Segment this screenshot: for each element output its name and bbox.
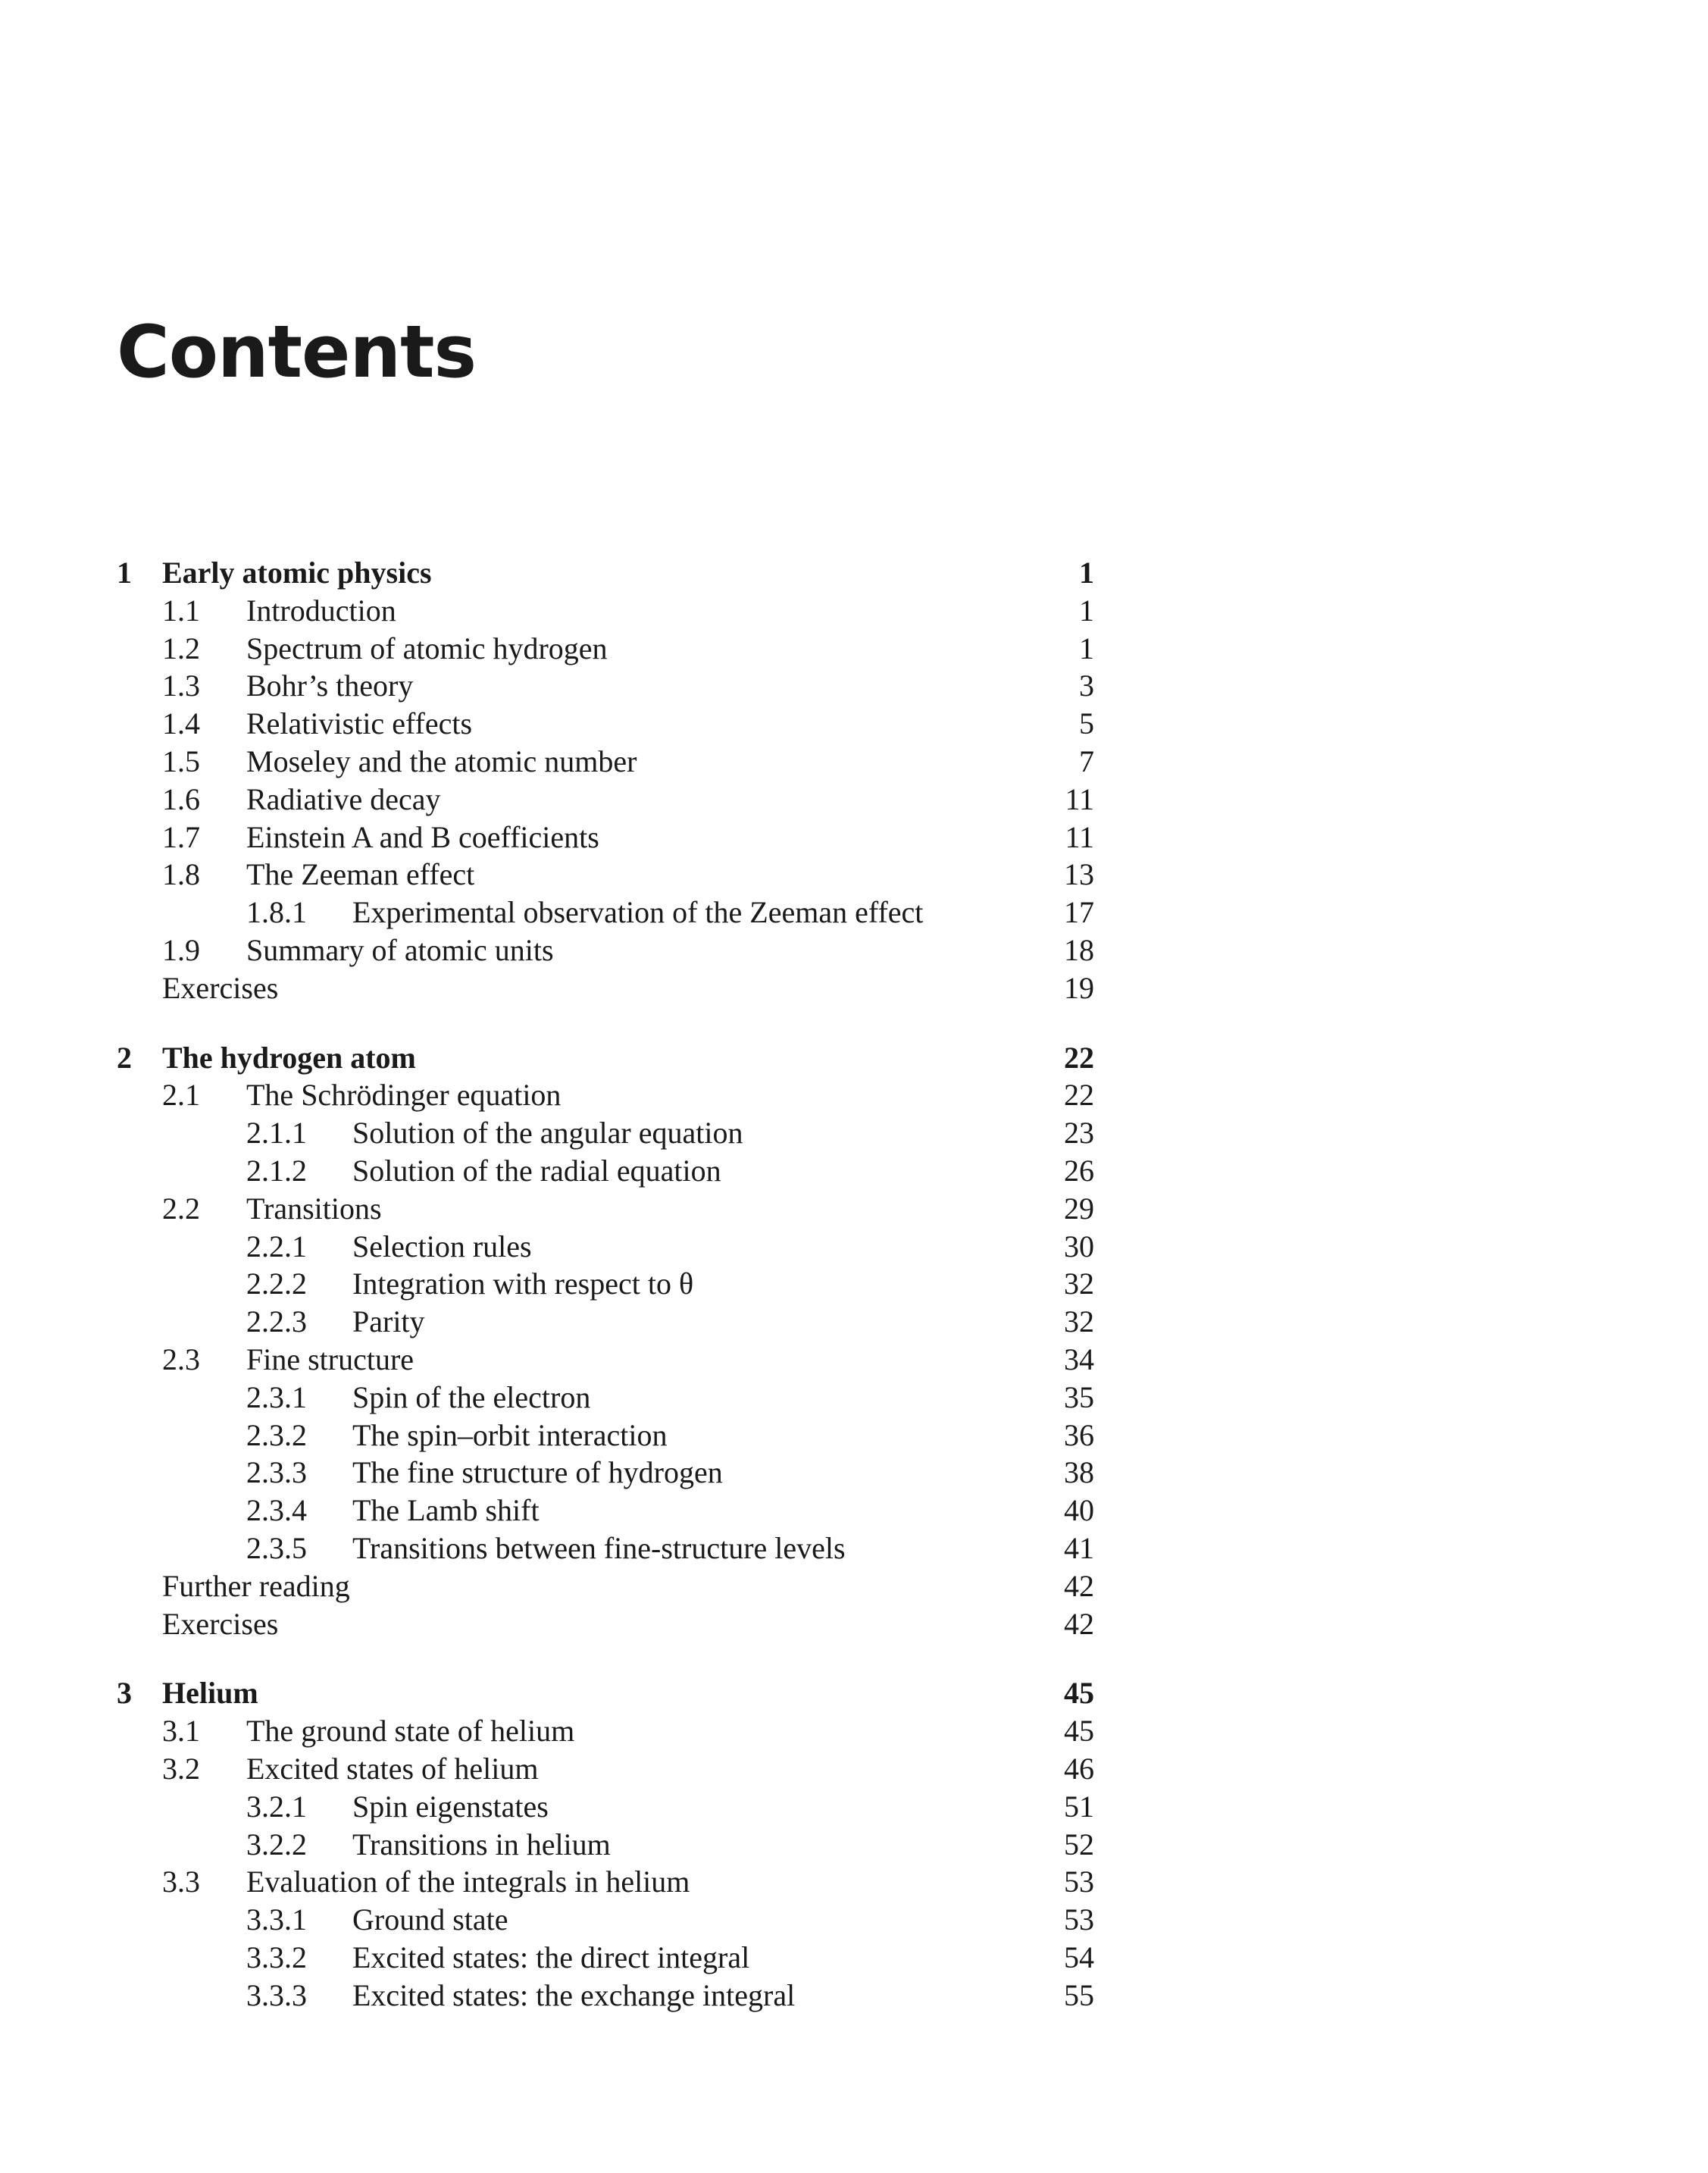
subsection-entry[interactable] [117,1939,1094,1977]
entry-title: Fine structure [246,1342,414,1376]
entry-title: Spectrum of atomic hydrogen [246,631,608,665]
entry-number: 2.1 [162,1078,200,1113]
entry-number: 1.9 [162,932,200,967]
entry-number: 2.3.5 [246,1530,307,1565]
table-of-contents [117,554,1094,2046]
entry-page-number: 1 [1079,593,1094,628]
section-entry[interactable] [117,667,1094,705]
entry-title: The fine structure of hydrogen [352,1455,723,1490]
entry-number: 1.8 [162,857,200,892]
entry-number: 2.3.4 [246,1493,307,1528]
toc-chapter-2 [117,1039,1094,1643]
entry-page-number: 54 [1064,1940,1094,1974]
chapter-title: The hydrogen atom [162,1040,416,1075]
subsection-entry[interactable] [117,1114,1094,1152]
section-entry[interactable] [117,1750,1094,1788]
entry-title: Further reading [162,1568,350,1603]
entry-number: 2.3.3 [246,1455,307,1490]
subsection-entry[interactable] [117,1417,1094,1454]
entry-title: Parity [352,1304,425,1339]
entry-title: The ground state of helium [246,1714,575,1749]
entry-number: 2.1.2 [246,1153,307,1188]
chapter-entry[interactable] [117,1039,1094,1077]
entry-page-number: 51 [1064,1789,1094,1824]
entry-page-number: 30 [1064,1229,1094,1263]
entry-page-number: 7 [1079,744,1094,778]
entry-page-number: 42 [1064,1568,1094,1603]
chapter-page-number: 45 [1064,1676,1094,1711]
section-entry[interactable] [117,781,1094,819]
entry-title: Transitions [246,1191,382,1226]
entry-number: 2.1.1 [246,1116,307,1151]
entry-page-number: 26 [1064,1153,1094,1188]
section-entry[interactable] [117,1341,1094,1379]
section-entry[interactable] [117,1190,1094,1228]
entry-number: 1.8.1 [246,895,307,930]
entry-page-number: 29 [1064,1191,1094,1226]
entry-number: 3.2.2 [246,1827,307,1861]
chapter-page-number: 1 [1079,556,1094,590]
entry-title: Moseley and the atomic number [246,744,637,778]
entry-title: The Zeeman effect [246,857,475,892]
subsection-entry[interactable] [117,1228,1094,1266]
entry-page-number: 53 [1064,1902,1094,1937]
entry-number: 1.5 [162,744,200,778]
entry-number: 2.2.1 [246,1229,307,1263]
entry-number: 3.2 [162,1751,200,1786]
subsection-entry[interactable] [117,1454,1094,1492]
chapter-page-number: 22 [1064,1040,1094,1075]
entry-number: 2.3 [162,1342,200,1376]
entry-page-number: 17 [1064,895,1094,930]
entry-number: 2.3.2 [246,1417,307,1452]
entry-title: Radiative decay [246,781,441,816]
entry-title: Excited states: the direct integral [352,1940,750,1974]
chapter-number: 3 [117,1676,132,1711]
entry-page-number: 1 [1079,631,1094,665]
entry-number: 3.3.2 [246,1940,307,1974]
entry-number: 3.2.1 [246,1789,307,1824]
backmatter-entry[interactable] [117,1605,1094,1643]
section-entry[interactable] [117,743,1094,781]
entry-title: Relativistic effects [246,706,473,741]
entry-title: Selection rules [352,1229,532,1263]
entry-title: Introduction [246,593,396,628]
entry-page-number: 11 [1065,781,1094,816]
entry-title: Summary of atomic units [246,932,554,967]
entry-title: Transitions in helium [352,1827,611,1861]
subsection-entry[interactable] [117,1303,1094,1341]
toc-chapter-1 [117,554,1094,1007]
entry-page-number: 38 [1064,1455,1094,1490]
section-entry[interactable] [117,705,1094,743]
chapter-number: 2 [117,1040,132,1075]
entry-number: 1.7 [162,819,200,854]
section-entry[interactable] [117,592,1094,630]
entry-page-number: 46 [1064,1751,1094,1786]
entry-page-number: 52 [1064,1827,1094,1861]
entry-title: Solution of the radial equation [352,1153,721,1188]
entry-title: Evaluation of the integrals in helium [246,1865,690,1899]
subsection-entry[interactable] [117,1826,1094,1864]
subsection-entry[interactable] [117,894,1094,932]
entry-number: 1.1 [162,593,200,628]
entry-page-number: 55 [1064,1977,1094,2012]
entry-page-number: 42 [1064,1606,1094,1641]
entry-title: Exercises [162,1606,279,1641]
entry-page-number: 3 [1079,668,1094,703]
entry-title: Spin of the electron [352,1379,591,1414]
entry-number: 2.2 [162,1191,200,1226]
entry-title: Experimental observation of the Zeeman effect [352,895,924,930]
section-entry[interactable] [117,932,1094,969]
entry-title: Bohr’s theory [246,668,414,703]
subsection-entry[interactable] [117,1152,1094,1190]
entry-page-number: 53 [1064,1865,1094,1899]
section-entry[interactable] [117,819,1094,856]
section-entry[interactable] [117,630,1094,668]
chapter-number: 1 [117,556,132,590]
entry-title: Integration with respect to θ [352,1267,694,1301]
entry-page-number: 32 [1064,1304,1094,1339]
entry-page-number: 45 [1064,1714,1094,1749]
entry-title: Exercises [162,970,279,1005]
entry-number: 3.3 [162,1865,200,1899]
entry-page-number: 40 [1064,1493,1094,1528]
entry-title: The Lamb shift [352,1493,540,1528]
entry-page-number: 19 [1064,970,1094,1005]
entry-title: Einstein A and B coefficients [246,819,599,854]
entry-page-number: 5 [1079,706,1094,741]
entry-page-number: 11 [1065,819,1094,854]
section-entry[interactable] [117,1076,1094,1114]
entry-title: The spin–orbit interaction [352,1417,668,1452]
subsection-entry[interactable] [117,1788,1094,1826]
entry-page-number: 34 [1064,1342,1094,1376]
entry-number: 1.2 [162,631,200,665]
entry-number: 1.3 [162,668,200,703]
entry-number: 1.4 [162,706,200,741]
entry-page-number: 41 [1064,1530,1094,1565]
entry-number: 2.2.2 [246,1267,307,1301]
section-entry[interactable] [117,1712,1094,1750]
subsection-entry[interactable] [117,1530,1094,1567]
entry-title: Ground state [352,1902,508,1937]
entry-page-number: 13 [1064,857,1094,892]
entry-number: 2.2.3 [246,1304,307,1339]
entry-title: Excited states of helium [246,1751,539,1786]
subsection-entry[interactable] [117,1379,1094,1417]
section-entry[interactable] [117,856,1094,894]
entry-title: Spin eigenstates [352,1789,549,1824]
chapter-title: Early atomic physics [162,556,432,590]
entry-title: The Schrödinger equation [246,1078,562,1113]
entry-page-number: 18 [1064,932,1094,967]
backmatter-entry[interactable] [117,969,1094,1007]
entry-number: 3.3.3 [246,1977,307,2012]
entry-page-number: 32 [1064,1267,1094,1301]
chapter-entry[interactable] [117,554,1094,592]
entry-page-number: 36 [1064,1417,1094,1452]
toc-chapter-3 [117,1674,1094,2014]
entry-number: 2.3.1 [246,1379,307,1414]
subsection-entry[interactable] [117,1265,1094,1303]
page-title: Contents [117,311,477,394]
entry-title: Solution of the angular equation [352,1116,743,1151]
chapter-entry[interactable] [117,1674,1094,1712]
entry-title: Transitions between fine-structure levels [352,1530,846,1565]
entry-number: 3.3.1 [246,1902,307,1937]
entry-number: 1.6 [162,781,200,816]
section-entry[interactable] [117,1863,1094,1901]
subsection-entry[interactable] [117,1977,1094,2015]
subsection-entry[interactable] [117,1901,1094,1939]
entry-page-number: 23 [1064,1116,1094,1151]
entry-number: 3.1 [162,1714,200,1749]
entry-page-number: 35 [1064,1379,1094,1414]
entry-page-number: 22 [1064,1078,1094,1113]
subsection-entry[interactable] [117,1492,1094,1530]
backmatter-entry[interactable] [117,1567,1094,1605]
entry-title: Excited states: the exchange integral [352,1977,796,2012]
chapter-title: Helium [162,1676,258,1711]
